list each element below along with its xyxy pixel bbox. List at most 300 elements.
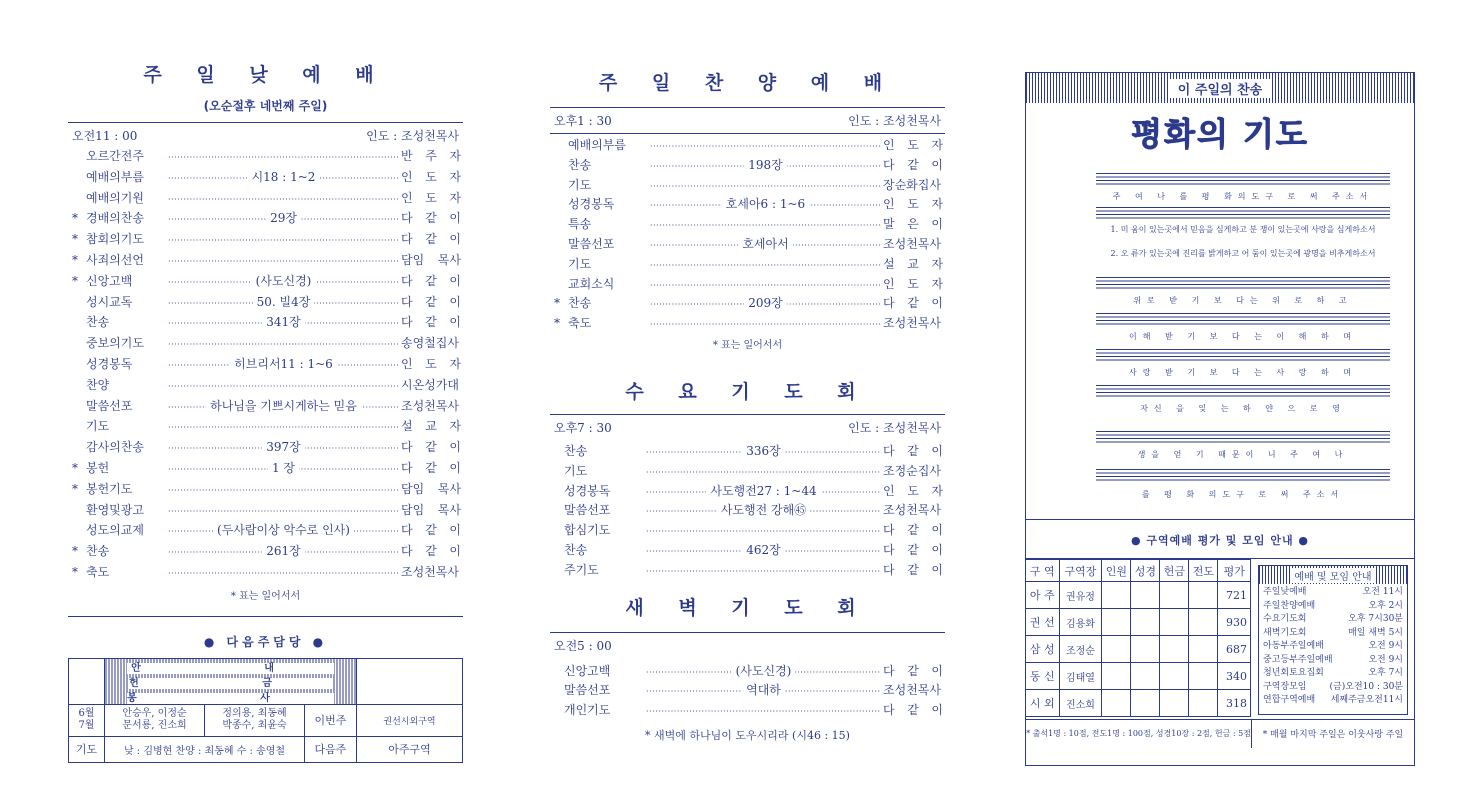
- leader-dots: [168, 479, 399, 502]
- item-detail-text: 호세아6 : 1~6: [722, 197, 809, 211]
- item-person: 다 같 이: [883, 523, 943, 538]
- service-item: [72, 375, 463, 396]
- service-item: [72, 292, 463, 313]
- service-leader: 인도 : 조성천목사: [366, 129, 459, 143]
- schedule-name: 중고등부주일예배: [1263, 654, 1333, 665]
- schedule-item: [1263, 627, 1403, 641]
- service-item: [72, 458, 463, 479]
- divider: [550, 133, 945, 134]
- empty-cell: [1160, 636, 1189, 663]
- service-item: [554, 136, 945, 156]
- item-detail: [168, 520, 399, 541]
- service-item: [554, 235, 945, 255]
- item-detail-text: (두사람이상 악수로 인사): [213, 523, 354, 537]
- service-item: [72, 479, 463, 500]
- lyric-line: 위로 받 기 보 다는 위 로 하 고: [1133, 296, 1353, 305]
- service-item: [72, 562, 463, 583]
- cell-leader: 진소희: [1059, 690, 1102, 717]
- empty-cell: [1102, 636, 1131, 663]
- item-label: 예배의기원: [86, 190, 144, 205]
- month-2: 7월: [78, 720, 95, 732]
- cell-score: 930: [1218, 609, 1251, 636]
- service-item: [550, 662, 945, 682]
- item-person: 인 도 자: [883, 483, 943, 498]
- item-label: 교회소식: [568, 276, 615, 291]
- item-detail: [168, 292, 399, 313]
- standing-marker: *: [72, 564, 78, 579]
- service-item: [550, 462, 945, 482]
- leader-dots: [646, 701, 881, 722]
- this-week-value: 권선시외구역: [357, 704, 463, 736]
- service-leader: 인도 : 조성천목사: [848, 420, 941, 435]
- standing-marker: *: [72, 211, 78, 226]
- item-person: 인 도 자: [883, 138, 943, 152]
- sunday-worship-panel: [68, 0, 463, 763]
- item-detail: [646, 482, 881, 502]
- schedule-time: (금)오전10 : 30분: [1329, 681, 1403, 692]
- item-person: 조성천목사: [883, 316, 941, 331]
- empty-cell: [1131, 636, 1160, 663]
- item-detail-text: 사도행전 강해㊺: [717, 503, 810, 517]
- item-person: 인 도 자: [401, 169, 461, 184]
- item-person: 인 도 자: [883, 276, 943, 291]
- service-item: [550, 541, 945, 561]
- leader-dots: [650, 314, 881, 335]
- cell-column-header: 전도: [1189, 560, 1218, 582]
- schedule-name: 청년회토요집회: [1263, 668, 1324, 678]
- item-detail: [650, 294, 881, 314]
- staff-line: [1096, 349, 1390, 363]
- schedule-item: [1263, 613, 1403, 627]
- leader-dots: [168, 229, 399, 252]
- offering-1: 정의용, 최동혜: [222, 708, 287, 720]
- item-detail-text: 209장: [744, 296, 787, 310]
- empty-cell: [1160, 609, 1189, 636]
- empty-cell: [1160, 663, 1189, 690]
- service-item: [72, 541, 463, 562]
- item-detail: [650, 195, 881, 215]
- table-row: [1026, 582, 1251, 609]
- item-label: 말씀선포: [564, 503, 611, 518]
- item-detail: [168, 458, 399, 479]
- service-item: [550, 681, 945, 701]
- item-label: 오르간전주: [86, 149, 144, 163]
- item-label: 말씀선포: [86, 398, 133, 413]
- item-person: 담임 목사: [401, 502, 461, 517]
- service-item: [72, 312, 463, 333]
- leader-dots: [168, 250, 399, 273]
- praise-service-header: [550, 112, 945, 129]
- guide-1: 안승우, 이정순: [122, 708, 187, 720]
- hymn-and-info-panel: [1025, 72, 1415, 766]
- item-person: 다 같 이: [401, 460, 461, 475]
- item-detail-text: 198장: [744, 158, 787, 172]
- standing-note: * 표는 일어서서: [230, 590, 301, 602]
- empty-cell: [1189, 582, 1218, 609]
- service-item: [550, 561, 945, 581]
- item-detail: [168, 167, 399, 188]
- praise-order: [550, 136, 945, 334]
- item-person: 말 은 이: [883, 217, 943, 232]
- item-label: 사죄의선언: [86, 252, 144, 267]
- item-person: 조정순집사: [883, 463, 941, 478]
- wednesday-title: 수 요 기 도 회: [625, 380, 870, 403]
- leader-dots: [168, 375, 399, 398]
- item-detail: [650, 235, 881, 255]
- service-item: [72, 437, 463, 458]
- duty-header: 안 내 헌 금 봉 사: [105, 658, 357, 704]
- schedule-name: 주일찬양예배: [1263, 600, 1316, 611]
- item-detail-text: 사도행전27 : 1~44: [706, 484, 820, 498]
- schedule-title: 예배 및 모임 안내: [1259, 566, 1407, 584]
- dawn-order: [550, 662, 945, 721]
- leader-dots: [650, 255, 881, 276]
- table-row: [1026, 609, 1251, 636]
- standing-marker: *: [72, 460, 78, 475]
- standing-marker: *: [72, 544, 78, 559]
- empty-cell: [1160, 690, 1189, 717]
- service-item: [72, 333, 463, 354]
- item-label: 찬송: [86, 315, 110, 330]
- service-item: [554, 215, 945, 235]
- cell-area: 삼 성: [1026, 636, 1060, 663]
- item-detail: [646, 442, 881, 462]
- empty-cell: [1131, 690, 1160, 717]
- standing-marker: *: [72, 273, 78, 288]
- item-person: 송영철집사: [401, 336, 459, 351]
- cell-score: 318: [1218, 690, 1251, 717]
- service-item: [72, 271, 463, 292]
- item-label: 봉헌기도: [86, 481, 133, 496]
- service-item: [554, 255, 945, 275]
- dawn-title: 새 벽 기 도 회: [625, 596, 870, 619]
- praise-service-title: 주 일 찬 양 예 배: [598, 72, 897, 94]
- item-label: 성경봉독: [564, 483, 611, 498]
- leader-dots: [650, 136, 881, 157]
- cell-column-header: 구역장: [1059, 560, 1102, 582]
- item-person: 인 도 자: [401, 356, 461, 371]
- item-detail-text: 261장: [262, 544, 305, 558]
- leader-dots: [646, 521, 881, 542]
- schedule-name: 연합구역예배: [1263, 695, 1316, 705]
- lyric-line: 이해 받 기 보 다 는 이 해 하 며: [1129, 332, 1357, 341]
- standing-marker: *: [72, 481, 78, 496]
- empty-cell: [1102, 582, 1131, 609]
- item-person: 다 같 이: [883, 542, 943, 557]
- staff-line: [1096, 431, 1390, 445]
- item-detail-text: 462장: [742, 543, 785, 557]
- service-item: [72, 229, 463, 250]
- item-detail-text: 시18 : 1~2: [248, 170, 320, 184]
- service-item: [72, 188, 463, 209]
- lyric-line: 주 여 나 를 평 화의도구 로 써 주소서: [1112, 192, 1374, 201]
- item-label: 찬송: [564, 542, 588, 557]
- schedule-name: 새벽기도회: [1263, 627, 1307, 638]
- cell-column-header: 헌금: [1160, 560, 1189, 582]
- item-label: 중보의기도: [86, 336, 144, 351]
- service-item: [72, 396, 463, 417]
- footer-row: [1026, 719, 1414, 747]
- offering-2: 박종수, 최윤숙: [222, 720, 287, 732]
- service-item: [72, 167, 463, 188]
- item-label: 축도: [86, 564, 110, 579]
- dawn-header: [550, 637, 945, 654]
- cell-leader: 김용화: [1059, 609, 1102, 636]
- item-detail-text: 호세아서: [738, 237, 792, 251]
- item-detail-text: 29장: [266, 211, 301, 225]
- schedule-time: 오전 11시: [1362, 587, 1403, 597]
- service-item: [550, 501, 945, 521]
- item-detail: [168, 541, 399, 562]
- standing-marker: *: [72, 252, 78, 267]
- schedule-name: 수요기도회: [1263, 614, 1307, 624]
- schedule-time: 오전 9시: [1368, 654, 1403, 665]
- item-detail: [168, 312, 399, 333]
- verse-note: * 새벽에 하나님이 도우시리라 (시46 : 15): [645, 728, 850, 742]
- lyric-line: 2. 오 류가 있는곳에 진리를 밝게하고 어 둠이 있는곳에 광명을 비추게하소서: [1110, 249, 1376, 258]
- item-detail-text: 1 장: [268, 461, 299, 475]
- staff-line: [1096, 385, 1390, 399]
- service-item: [550, 701, 945, 721]
- item-person: 설 교 자: [883, 256, 943, 271]
- item-detail-text: (사도신경): [732, 664, 796, 678]
- service-time: 오전5 : 00: [554, 638, 612, 653]
- item-detail: [646, 541, 881, 561]
- staff-line: [1096, 313, 1390, 327]
- table-row: [1026, 690, 1251, 717]
- item-person: 조성천목사: [401, 564, 459, 579]
- item-person: 다 같 이: [883, 296, 943, 311]
- item-label: 찬양: [86, 377, 110, 392]
- guide-2: 문서룡, 진소희: [122, 720, 187, 732]
- wednesday-order: [550, 442, 945, 581]
- item-person: 다 같 이: [883, 157, 943, 172]
- item-person: 다 같 이: [883, 562, 943, 577]
- item-label: 참회의기도: [86, 232, 144, 247]
- divider: [550, 107, 945, 108]
- cell-area: 시 외: [1026, 690, 1060, 717]
- wednesday-header: [550, 419, 945, 436]
- schedule-time: 오후 7시30분: [1348, 614, 1403, 624]
- hymn-title: 평화의 기도: [1131, 115, 1309, 153]
- cell-score-table: [1025, 559, 1251, 717]
- item-label: 특송: [568, 217, 592, 232]
- schedule-item: [1263, 694, 1403, 708]
- service-item: [72, 500, 463, 521]
- cell-score: 687: [1218, 636, 1251, 663]
- divider: [68, 616, 463, 617]
- empty-cell: [1102, 609, 1131, 636]
- cell-area: 동 신: [1026, 663, 1060, 690]
- item-label: 기도: [86, 419, 110, 434]
- item-label: 환영및광고: [86, 502, 144, 517]
- item-label: 신앙고백: [564, 663, 611, 678]
- divider: [1026, 519, 1414, 520]
- item-person: 다 같 이: [401, 232, 461, 247]
- staff-line: [1096, 469, 1390, 483]
- item-label: 개인기도: [564, 703, 611, 718]
- service-time: 오전11 : 00: [72, 129, 138, 143]
- divider: [550, 632, 945, 633]
- item-person: 조성천목사: [883, 683, 941, 698]
- neighbor-love-note: * 매월 마지막 주일은 이웃사랑 주일: [1262, 730, 1404, 740]
- item-person: 다 같 이: [401, 440, 461, 455]
- service-item: [72, 208, 463, 229]
- item-label: 기도: [564, 463, 588, 478]
- item-person: 다 같 이: [401, 315, 461, 330]
- standing-marker: *: [554, 316, 560, 331]
- item-detail: [168, 354, 399, 375]
- schedule-item: [1263, 681, 1403, 695]
- item-person: 다 같 이: [401, 273, 461, 288]
- item-label: 성도의교제: [86, 523, 144, 538]
- item-detail-text: 하나님을 기쁘시게하는 믿음: [206, 399, 361, 413]
- standing-marker: *: [72, 232, 78, 247]
- lyric-line: 자신 을 잊 는 하 얀 으 로 영: [1140, 404, 1346, 413]
- service-item: [72, 146, 463, 167]
- sheet-music: [1096, 163, 1390, 513]
- schedule-box: [1258, 565, 1408, 715]
- item-person: 인 도 자: [401, 190, 461, 205]
- item-person: 다 같 이: [401, 523, 461, 538]
- item-person: 시온성가대: [401, 377, 459, 392]
- item-label: 기도: [568, 177, 592, 192]
- empty-cell: [1102, 663, 1131, 690]
- month-1: 6월: [78, 708, 95, 720]
- item-person: 설 교 자: [401, 419, 461, 434]
- schedule-name: 아동부주일예배: [1263, 641, 1324, 651]
- leader-dots: [168, 416, 399, 439]
- leader-dots: [168, 146, 399, 169]
- schedule-time: 세째주금오전11시: [1330, 695, 1403, 705]
- service-item: [554, 176, 945, 196]
- cell-column-header: 성경: [1131, 560, 1160, 582]
- cell-area: 아 주: [1026, 582, 1060, 609]
- service-item: [550, 482, 945, 502]
- prayer-label: 기도: [69, 736, 105, 762]
- lyric-line: 생을 얻 기 때문이 니 주 여 나: [1137, 450, 1349, 459]
- prayer-value: 낮 : 김병현 찬양 : 최동혜 수 : 송영철: [105, 736, 305, 762]
- item-label: 봉헌: [86, 460, 110, 475]
- table-row: [1026, 663, 1251, 690]
- item-label: 성시교독: [86, 294, 133, 309]
- leader-dots: [650, 176, 881, 197]
- schedule-name: 주일낮예배: [1263, 587, 1307, 597]
- leader-dots: [646, 561, 881, 582]
- order-of-service: [68, 146, 463, 583]
- empty-cell: [1131, 663, 1160, 690]
- scoring-note: * 출석1명 : 10점, 전도1명 : 100점, 성경10장 : 2점, 헌금 : 5점: [1026, 720, 1252, 748]
- empty-cell: [1189, 636, 1218, 663]
- cell-column-header: 평가: [1218, 560, 1251, 582]
- item-label: 찬송: [568, 157, 592, 172]
- item-label: 성경봉독: [568, 197, 615, 212]
- item-detail-text: 역대하: [742, 683, 785, 697]
- standing-note: * 표는 일어서서: [712, 339, 783, 351]
- item-label: 감사의찬송: [86, 440, 144, 455]
- cell-column-header: 구 역: [1026, 560, 1060, 582]
- item-person: 반 주 자: [401, 149, 461, 163]
- service-item: [72, 354, 463, 375]
- lyric-line: 사랑 받 기 보 다 는 사 랑 하 며: [1129, 368, 1357, 377]
- empty-cell: [1189, 663, 1218, 690]
- service-item: [72, 416, 463, 437]
- item-label: 예배의부름: [86, 169, 144, 184]
- item-detail: [646, 681, 881, 701]
- service-item: [554, 294, 945, 314]
- item-person: 다 같 이: [401, 544, 461, 559]
- service-item: [554, 195, 945, 215]
- item-person: 조성천목사: [401, 398, 459, 413]
- staff-line: [1096, 277, 1390, 291]
- item-label: 경배의찬송: [86, 211, 144, 226]
- item-person: 다 같 이: [883, 663, 943, 678]
- this-week-label: 이번주: [305, 704, 357, 736]
- leader-dots: [646, 462, 881, 483]
- lyric-line: 를 평 화 의도구 로 써 주소서: [1141, 490, 1345, 499]
- service-item: [554, 314, 945, 334]
- item-person: 다 같 이: [883, 443, 943, 458]
- next-week-title: ● 다음주담당 ●: [203, 634, 328, 649]
- leader-dots: [650, 215, 881, 236]
- cell-score: 721: [1218, 582, 1251, 609]
- item-detail-text: 히브리서11 : 1~6: [230, 357, 337, 371]
- item-detail: [168, 396, 399, 417]
- empty-cell: [1160, 582, 1189, 609]
- next-week-value: 아주구역: [357, 736, 463, 762]
- leader-dots: [168, 562, 399, 585]
- schedule-time: 오후 7시: [1368, 668, 1403, 678]
- service-leader: 인도 : 조성천목사: [848, 114, 941, 128]
- item-detail: [168, 208, 399, 229]
- lyric-line: 1. 미 움이 있는곳에서 믿음을 심게하고 분 쟁이 있는곳에 사랑을 심게하소서: [1110, 225, 1376, 234]
- item-label: 찬송: [568, 296, 592, 311]
- table-row: [1026, 636, 1251, 663]
- empty-cell: [1102, 690, 1131, 717]
- item-person: 담임 목사: [401, 252, 461, 267]
- cell-leader: 권유정: [1059, 582, 1102, 609]
- item-person: 조성천목사: [883, 503, 941, 518]
- schedule-item: [1263, 600, 1403, 614]
- item-person: 담임 목사: [401, 481, 461, 496]
- schedule-item: [1263, 654, 1403, 668]
- item-label: 말씀선포: [564, 683, 611, 698]
- item-detail: [650, 156, 881, 176]
- item-person: 다 같 이: [401, 211, 461, 226]
- item-label: 주기도: [564, 562, 599, 577]
- cell-leader: 김태열: [1059, 663, 1102, 690]
- item-label: 찬송: [564, 443, 588, 458]
- schedule-name: 구역장모임: [1263, 681, 1307, 692]
- item-label: 신앙고백: [86, 273, 133, 288]
- cell-info-area: [1026, 559, 1414, 719]
- schedule-time: 오후 2시: [1368, 600, 1403, 611]
- schedule-time: 오전 9시: [1368, 641, 1403, 651]
- service-item: [550, 442, 945, 462]
- leader-dots: [650, 275, 881, 296]
- item-label: 예배의부름: [568, 138, 626, 152]
- item-detail: [646, 501, 881, 521]
- page-title: 주 일 낮 예 배: [143, 64, 388, 86]
- item-person: 조성천목사: [883, 236, 941, 251]
- empty-cell: [1189, 609, 1218, 636]
- service-item: [554, 275, 945, 295]
- divider: [68, 122, 463, 123]
- item-detail: [168, 437, 399, 458]
- item-detail-text: (사도신경): [252, 274, 316, 288]
- cell-area: 권 선: [1026, 609, 1060, 636]
- item-person: 인 도 자: [883, 197, 943, 212]
